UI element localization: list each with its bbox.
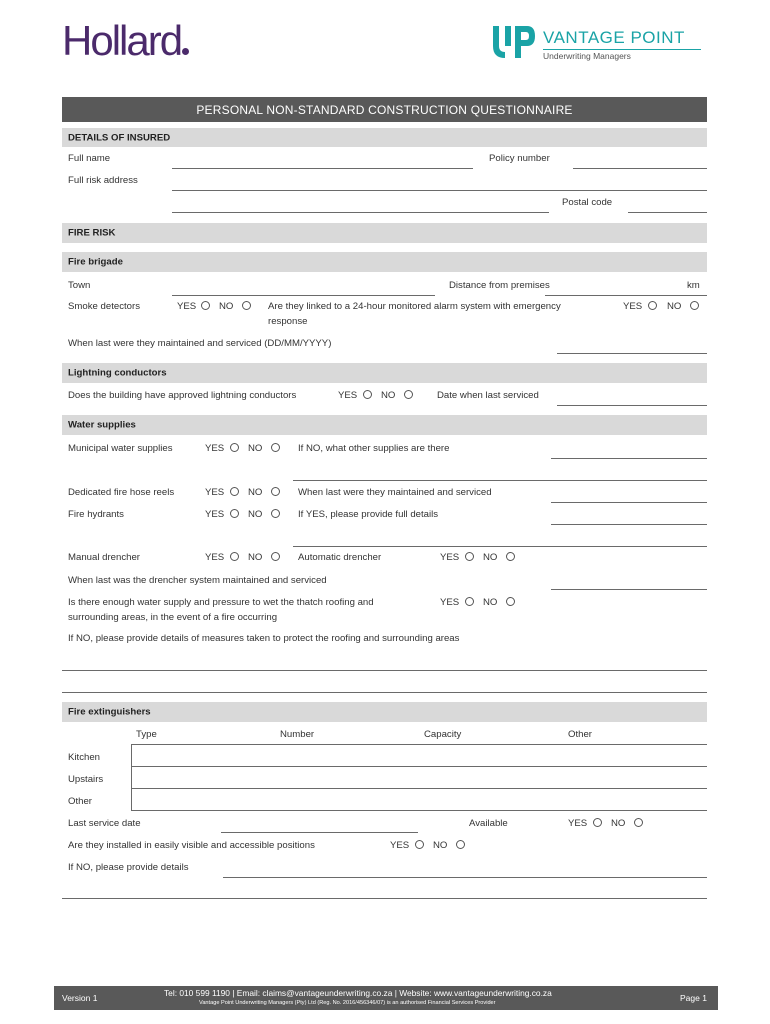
fire-risk-heading: FIRE RISK bbox=[68, 227, 116, 239]
lightning-question: Does the building have approved lightning conductors bbox=[68, 390, 297, 401]
hose-maintained-label: When last were they maintained and serviced bbox=[298, 487, 492, 498]
linked-question-line-1: Are they linked to a 24-hour monitored alarm system with emergency bbox=[268, 301, 561, 312]
auto-yes-radio[interactable] bbox=[465, 552, 474, 561]
municipal-yes-radio[interactable] bbox=[230, 443, 239, 452]
hose-no-radio[interactable] bbox=[271, 487, 280, 496]
col-type-header: Type bbox=[136, 729, 157, 740]
smoke-yes-radio[interactable] bbox=[201, 301, 210, 310]
linked-question-line-2: response bbox=[268, 316, 308, 327]
vantage-point-mark-icon bbox=[491, 24, 537, 62]
water-heading: Water supplies bbox=[68, 419, 136, 431]
auto-no-radio[interactable] bbox=[506, 552, 515, 561]
vantage-point-logo bbox=[491, 22, 709, 64]
form-title: PERSONAL NON-STANDARD CONSTRUCTION QUESTIONNAIRE bbox=[196, 103, 573, 117]
row-other-field[interactable] bbox=[131, 810, 707, 811]
full-name-field[interactable] bbox=[172, 168, 473, 169]
extinguisher-header-rule bbox=[131, 744, 707, 745]
linked-no-label: NO bbox=[667, 301, 682, 312]
hose-maintained-field[interactable] bbox=[551, 502, 707, 503]
postal-code-label: Postal code bbox=[562, 197, 613, 208]
auto-no-label: NO bbox=[483, 552, 498, 563]
smoke-detectors-label: Smoke detectors bbox=[68, 301, 140, 312]
hose-no-label: NO bbox=[248, 487, 263, 498]
hose-yes-radio[interactable] bbox=[230, 487, 239, 496]
col-other-header: Other bbox=[568, 729, 592, 740]
available-label: Available bbox=[469, 818, 508, 829]
visible-no-label: NO bbox=[433, 840, 448, 851]
extinguisher-details-field-1[interactable] bbox=[223, 877, 707, 878]
municipal-no-label: NO bbox=[248, 443, 263, 454]
distance-label: Distance from premises bbox=[449, 280, 550, 291]
smoke-maintained-label: When last were they maintained and serviced (DD/MM/YYYY) bbox=[68, 338, 332, 349]
manual-drencher-label: Manual drencher bbox=[68, 552, 140, 563]
auto-yes-label: YES bbox=[440, 552, 460, 563]
col-number-header: Number bbox=[280, 729, 315, 740]
hose-yes-label: YES bbox=[205, 487, 225, 498]
footer-page: Page 1 bbox=[680, 993, 707, 1003]
hydrant-details-label: If YES, please provide full details bbox=[298, 509, 439, 520]
footer-version: Version 1 bbox=[62, 993, 98, 1003]
manual-no-label: NO bbox=[248, 552, 263, 563]
linked-yes-radio[interactable] bbox=[648, 301, 657, 310]
hollard-logo-text: Hollard bbox=[62, 17, 182, 64]
footer-contact: Tel: 010 599 1190 | Email: claims@vantageunderwriting.co.za | Website: www.vantageunderwriting.co.za bbox=[164, 988, 552, 998]
available-no-radio[interactable] bbox=[634, 818, 643, 827]
vp-name: VANTAGE POINT bbox=[543, 28, 685, 47]
smoke-no-radio[interactable] bbox=[242, 301, 251, 310]
vp-tagline: Underwriting Managers bbox=[543, 51, 631, 61]
lightning-heading: Lightning conductors bbox=[68, 367, 167, 379]
lightning-no-radio[interactable] bbox=[404, 390, 413, 399]
km-unit: km bbox=[687, 280, 700, 291]
lightning-yes-radio[interactable] bbox=[363, 390, 372, 399]
town-field[interactable] bbox=[172, 295, 435, 296]
extinguishers-band bbox=[62, 702, 707, 722]
other-supplies-label: If NO, what other supplies are there bbox=[298, 443, 450, 454]
row-other-label: Other bbox=[68, 796, 92, 807]
drencher-maintained-label: When last was the drencher system maintained and serviced bbox=[68, 575, 327, 586]
hydrants-yes-radio[interactable] bbox=[230, 509, 239, 518]
measures-label: If NO, please provide details of measures taken to protect the roofing and surrounding areas bbox=[68, 633, 460, 644]
smoke-maintained-field[interactable] bbox=[557, 353, 707, 354]
extinguisher-details-field-2[interactable] bbox=[62, 898, 707, 899]
details-heading: DETAILS OF INSURED bbox=[68, 132, 171, 143]
auto-drencher-label: Automatic drencher bbox=[298, 552, 382, 563]
visible-yes-radio[interactable] bbox=[415, 840, 424, 849]
other-supplies-field-1[interactable] bbox=[551, 458, 707, 459]
hydrants-no-radio[interactable] bbox=[271, 509, 280, 518]
linked-no-radio[interactable] bbox=[690, 301, 699, 310]
smoke-no-label: NO bbox=[219, 301, 234, 312]
vp-divider bbox=[543, 49, 701, 50]
lightning-last-serviced-field[interactable] bbox=[557, 405, 707, 406]
extinguisher-table-divider bbox=[131, 744, 132, 810]
enough-no-label: NO bbox=[483, 597, 498, 608]
water-band bbox=[62, 415, 707, 435]
policy-number-field[interactable] bbox=[573, 168, 707, 169]
form-title-bar bbox=[62, 97, 707, 122]
hydrants-yes-label: YES bbox=[205, 509, 225, 520]
manual-yes-radio[interactable] bbox=[230, 552, 239, 561]
hydrant-details-field-1[interactable] bbox=[551, 524, 707, 525]
enough-yes-radio[interactable] bbox=[465, 597, 474, 606]
enough-water-line-2: surrounding areas, in the event of a fire occurring bbox=[68, 612, 278, 623]
last-service-label: Last service date bbox=[68, 818, 141, 829]
extinguisher-details-label: If NO, please provide details bbox=[68, 862, 189, 873]
visible-question: Are they installed in easily visible and accessible positions bbox=[68, 840, 315, 851]
full-name-label: Full name bbox=[68, 153, 111, 164]
lightning-band bbox=[62, 363, 707, 383]
drencher-maintained-field[interactable] bbox=[551, 589, 707, 590]
manual-no-radio[interactable] bbox=[271, 552, 280, 561]
town-label: Town bbox=[68, 280, 91, 291]
details-heading-band bbox=[62, 128, 707, 147]
hollard-logo bbox=[62, 16, 189, 66]
hydrants-label: Fire hydrants bbox=[68, 509, 124, 520]
available-yes-radio[interactable] bbox=[593, 818, 602, 827]
municipal-yes-label: YES bbox=[205, 443, 225, 454]
municipal-no-radio[interactable] bbox=[271, 443, 280, 452]
fire-brigade-band bbox=[62, 252, 707, 272]
hollard-logo-dot bbox=[182, 48, 189, 55]
measures-field-1[interactable] bbox=[62, 670, 707, 671]
footer-legal: Vantage Point Underwriting Managers (Pty) Ltd (Reg. No. 2016/456346/07) is an authorised Financial Services Provider bbox=[199, 1000, 496, 1006]
extinguishers-heading: Fire extinguishers bbox=[68, 706, 151, 718]
municipal-label: Municipal water supplies bbox=[68, 443, 173, 454]
available-yes-label: YES bbox=[568, 818, 588, 829]
row-upstairs-field[interactable] bbox=[131, 788, 707, 789]
manual-yes-label: YES bbox=[205, 552, 225, 563]
full-risk-address-label: Full risk address bbox=[68, 175, 138, 186]
visible-yes-label: YES bbox=[390, 840, 410, 851]
row-upstairs-label: Upstairs bbox=[68, 774, 104, 785]
col-capacity-header: Capacity bbox=[424, 729, 462, 740]
hydrants-no-label: NO bbox=[248, 509, 263, 520]
enough-yes-label: YES bbox=[440, 597, 460, 608]
hose-reels-label: Dedicated fire hose reels bbox=[68, 487, 175, 498]
lightning-last-serviced-label: Date when last serviced bbox=[437, 390, 539, 401]
smoke-yes-label: YES bbox=[177, 301, 197, 312]
fire-risk-heading-band bbox=[62, 223, 707, 243]
last-service-field[interactable] bbox=[221, 832, 418, 833]
policy-number-label: Policy number bbox=[489, 153, 550, 164]
row-kitchen-label: Kitchen bbox=[68, 752, 100, 763]
fire-brigade-heading: Fire brigade bbox=[68, 256, 123, 268]
lightning-yes-label: YES bbox=[338, 390, 358, 401]
enough-no-radio[interactable] bbox=[506, 597, 515, 606]
lightning-no-label: NO bbox=[381, 390, 396, 401]
postal-code-field[interactable] bbox=[628, 212, 707, 213]
hydrant-details-field-2[interactable] bbox=[293, 546, 707, 547]
page-footer bbox=[54, 986, 718, 1010]
distance-field[interactable] bbox=[545, 295, 707, 296]
address-field-line-2[interactable] bbox=[172, 212, 549, 213]
visible-no-radio[interactable] bbox=[456, 840, 465, 849]
row-kitchen-field[interactable] bbox=[131, 766, 707, 767]
enough-water-line-1: Is there enough water supply and pressure to wet the thatch roofing and bbox=[68, 597, 374, 608]
measures-field-2[interactable] bbox=[62, 692, 707, 693]
available-no-label: NO bbox=[611, 818, 626, 829]
linked-yes-label: YES bbox=[623, 301, 643, 312]
address-field-line-1[interactable] bbox=[172, 190, 707, 191]
other-supplies-field-2[interactable] bbox=[293, 480, 707, 481]
